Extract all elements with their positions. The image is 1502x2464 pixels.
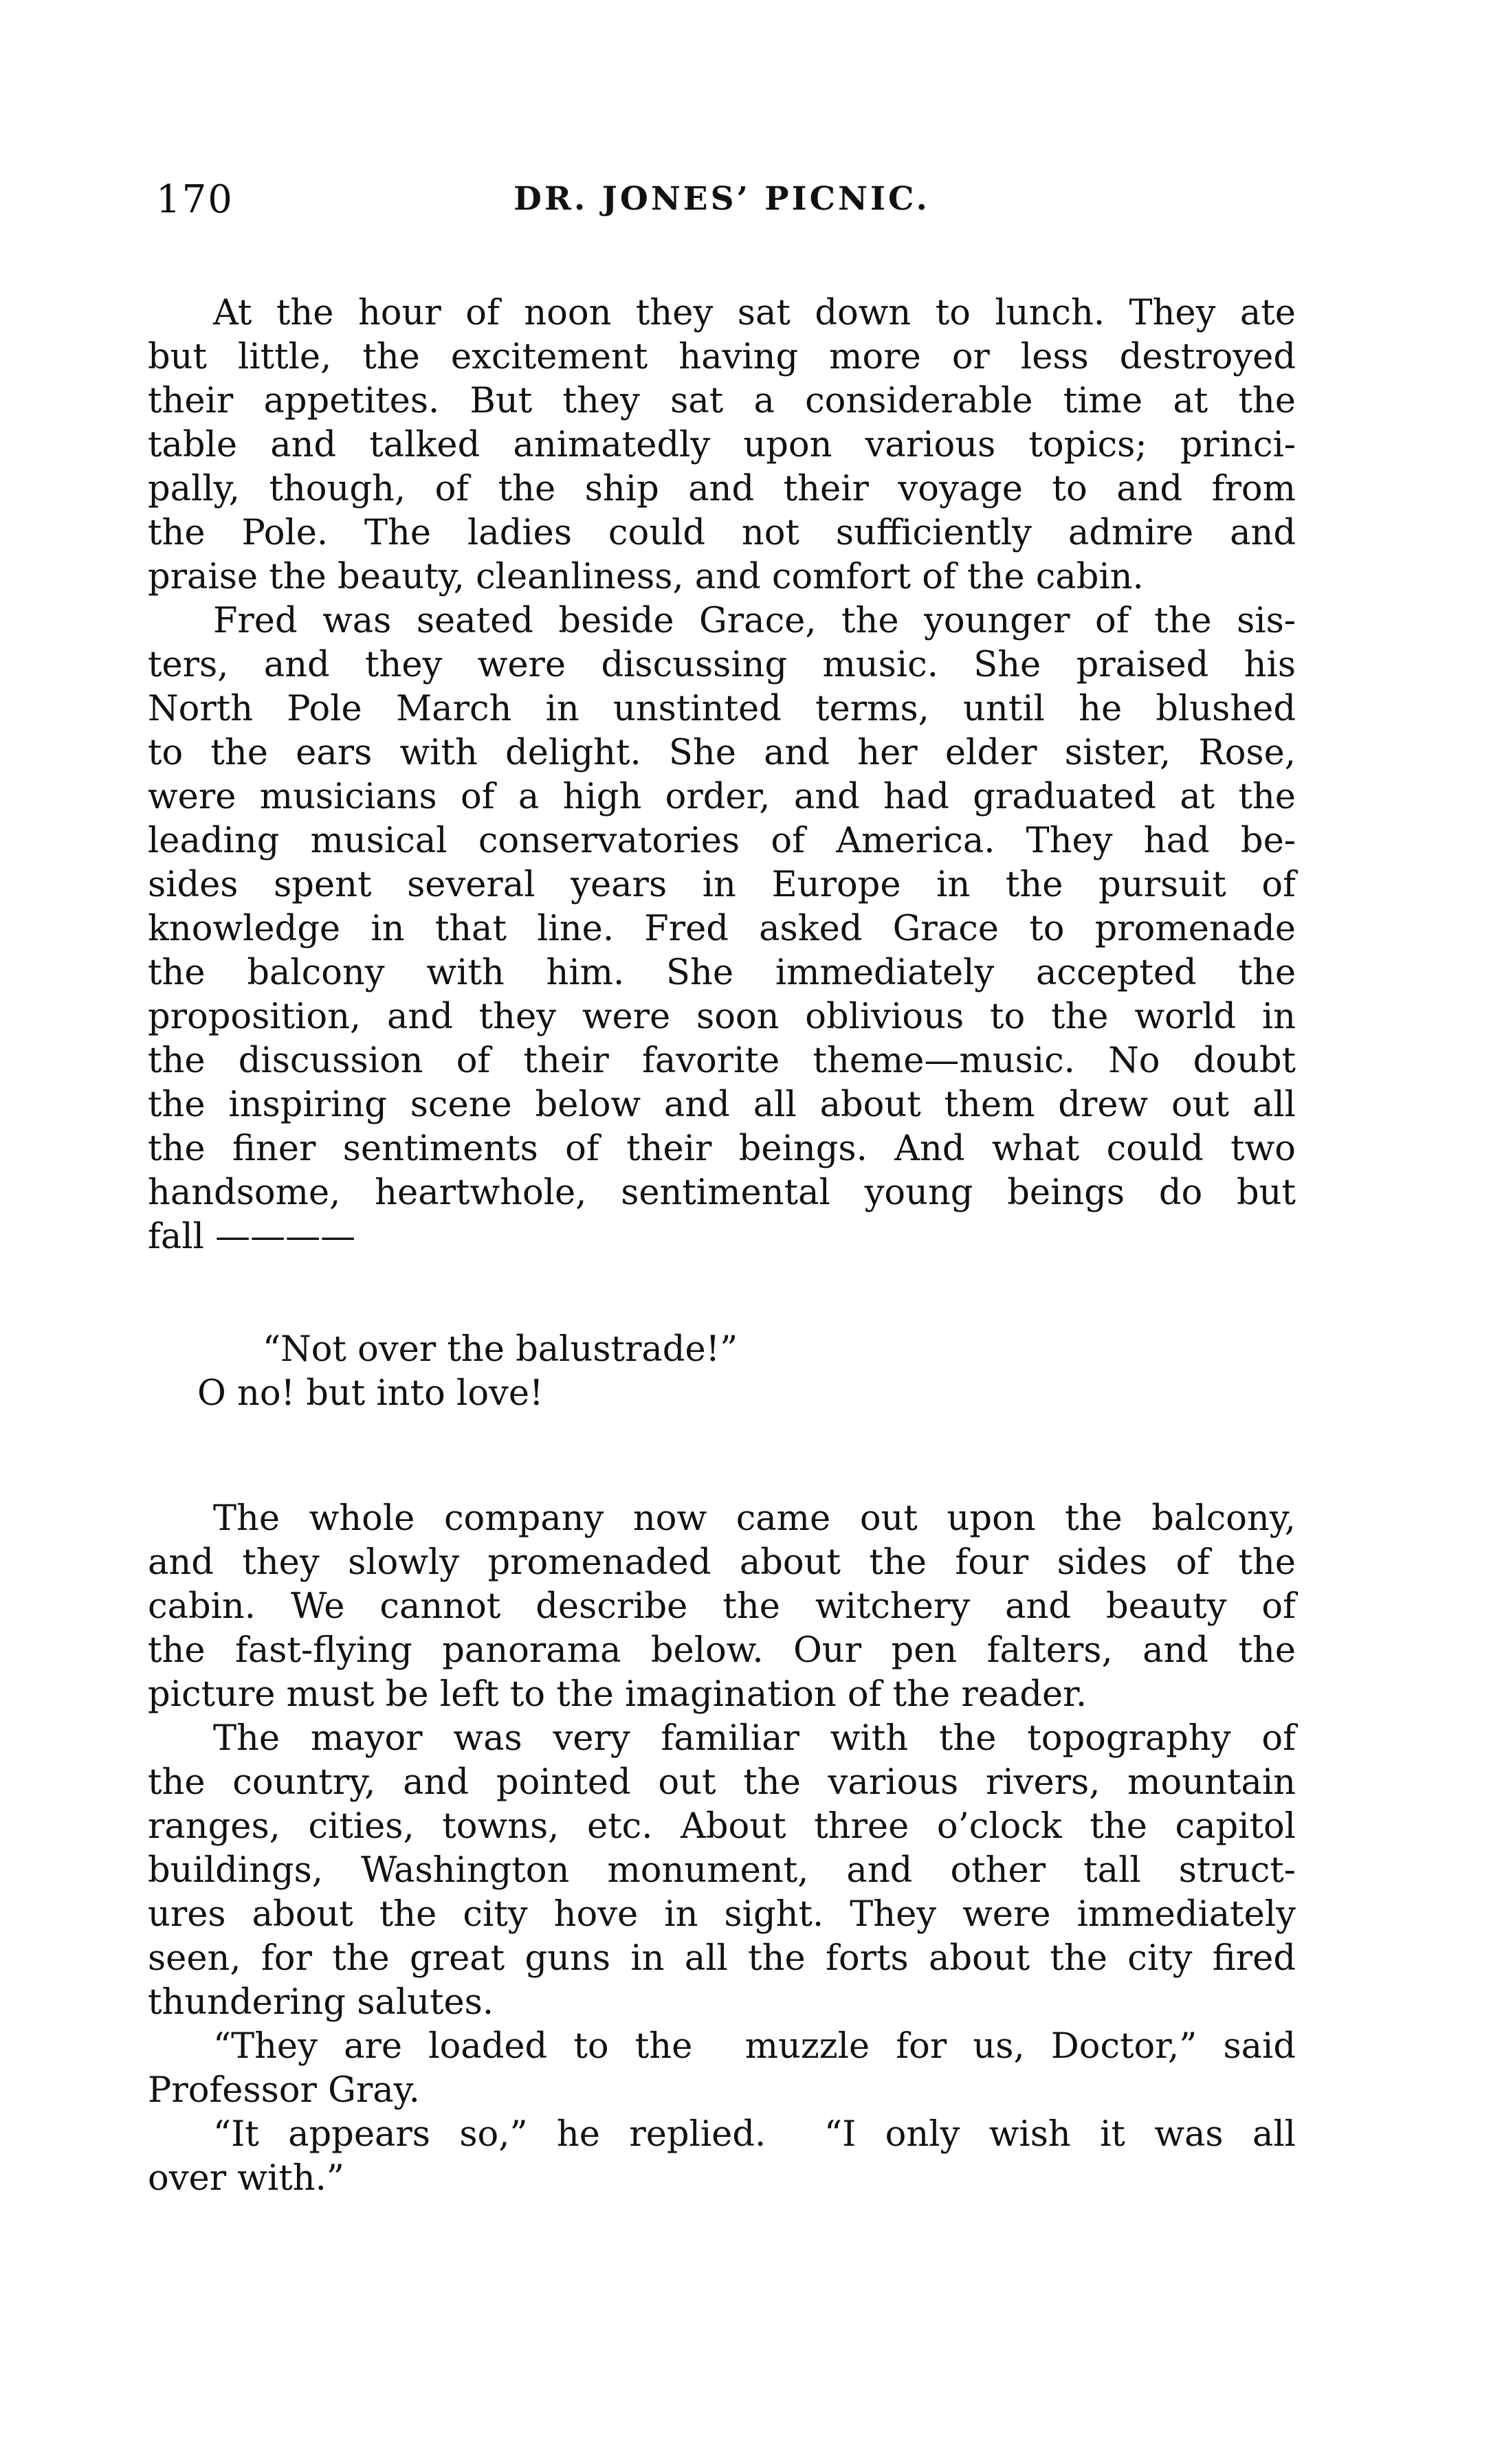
text-line: praise the beauty, cleanliness, and comfort of the cabin. [148,557,1144,597]
text-line: the fast-flying panorama below. Our pen falters, and the [148,1630,1296,1671]
running-title: DR. JONES’ PICNIC. [513,180,930,218]
text-line: ranges, cities, towns, etc. About three o’clock the capitol [148,1806,1296,1847]
text-line: their appetites. But they sat a considerable time at the [148,381,1296,421]
text-line: the balcony with him. She immediately accepted the [148,953,1296,993]
paragraph [148,2025,1296,2113]
text-line: seen, for the great guns in all the forts about the city fired [148,1938,1296,1979]
text-line: fall ———— [148,1217,356,1257]
text-line: to the ears with delight. She and her elder sister, Rose, [148,733,1296,773]
page-header [148,173,1296,228]
text-line: the inspiring scene below and all about them drew out all [148,1085,1296,1125]
text-line: leading musical conservatories of America. They had be- [148,821,1296,861]
text-line: the Pole. The ladies could not sufficiently admire and [148,513,1296,553]
paragraph [148,291,1296,599]
page-number: 170 [156,177,234,222]
text-line: but little, the excitement having more or less destroyed [148,337,1296,377]
text-line: At the hour of noon they sat down to lunch. They ate [213,293,1296,333]
text-line: buildings, Washington monument, and other tall struct- [148,1850,1296,1891]
text-line: Professor Gray. [148,2070,420,2111]
text-line: cabin. We cannot describe the witchery and beauty of [148,1586,1296,1627]
text-line: “Not over the balustrade!” [263,1329,738,1370]
paragraph [148,2113,1296,2201]
text-line: sides spent several years in Europe in the pursuit of [148,865,1296,905]
text-line: O no! but into love! [197,1373,544,1414]
text-line: table and talked animatedly upon various topics; princi- [148,425,1296,465]
page-content [148,291,1296,2201]
text-line: handsome, heartwhole, sentimental young beings do but [148,1173,1296,1213]
text-line: knowledge in that line. Fred asked Grace to promenade [148,909,1296,949]
paragraph [148,1717,1296,2025]
text-line: The whole company now came out upon the balcony, [213,1498,1296,1539]
text-line: proposition, and they were soon oblivious to the world in [148,997,1296,1037]
text-line: “It appears so,” he replied. “I only wish it was all [213,2114,1296,2155]
text-line: ters, and they were discussing music. She praised his [148,645,1296,685]
text-line: over with.” [148,2158,344,2199]
text-line: picture must be left to the imagination of the reader. [148,1674,1087,1715]
verse-block [197,1328,1296,1416]
text-line: pally, though, of the ship and their voyage to and from [148,469,1296,509]
text-line: and they slowly promenaded about the four sides of the [148,1542,1296,1583]
paragraph [148,599,1296,1259]
paragraph [148,1497,1296,1717]
text-line: “They are loaded to the muzzle for us, Doctor,” said [213,2026,1296,2067]
text-line: were musicians of a high order, and had graduated at the [148,777,1296,817]
text-line: the country, and pointed out the various rivers, mountain [148,1762,1296,1803]
text-line: thundering salutes. [148,1982,494,2023]
text-line: the discussion of their favorite theme—music. No doubt [148,1041,1296,1081]
text-line: ures about the city hove in sight. They were immediately [148,1894,1296,1935]
text-line: the finer sentiments of their beings. And what could two [148,1129,1296,1169]
text-line: Fred was seated beside Grace, the younger of the sis- [213,601,1296,641]
text-line: North Pole March in unstinted terms, until he blushed [148,689,1296,729]
text-line: The mayor was very familiar with the topography of [213,1718,1296,1759]
